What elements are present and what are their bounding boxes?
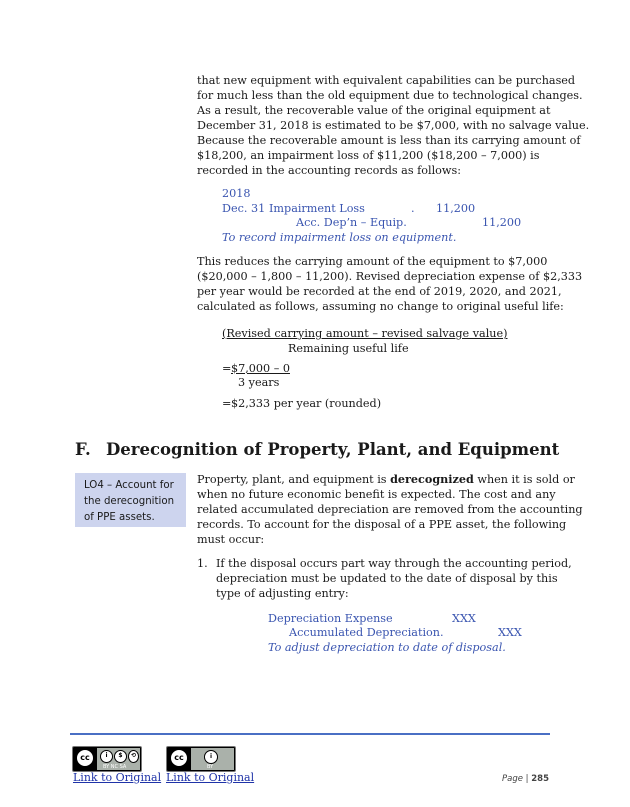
journal-debit-account: Impairment Loss	[269, 202, 365, 215]
formula-step-numerator: $7,000 – 0	[231, 362, 290, 375]
journal-credit-amount: 11,200	[482, 216, 522, 229]
section-title: Derecognition of Property, Plant, and Equipment	[106, 440, 560, 459]
list-number: 1.	[197, 557, 208, 570]
journal-memo: To adjust depreciation to date of disposal.	[268, 641, 506, 654]
text-line	[197, 472, 575, 487]
noncommercial-icon: $	[114, 750, 127, 763]
text-line: calculated as follows, assuming no change to original useful life:	[197, 300, 564, 313]
footer-divider	[70, 733, 550, 735]
text-line: As a result, the recoverable value of the original equipment at	[197, 104, 551, 117]
lo-line: the derecognition	[84, 496, 175, 507]
badge-label: BY NC SA	[103, 764, 127, 770]
text-line: $18,200, an impairment loss of $11,200 ($18,200 – 7,000) is	[197, 149, 540, 162]
journal-dot: .	[411, 202, 415, 215]
link-to-original-2[interactable]: Link to Original	[166, 771, 255, 784]
formula-step-denominator: 3 years	[238, 376, 280, 389]
text-line: when no future economic benefit is expected. The cost and any	[197, 488, 556, 501]
text-line: records. To account for the disposal of a PPE asset, the following	[197, 518, 567, 531]
sharealike-icon: ⟲	[128, 750, 139, 763]
text-line: ($20,000 – 1,800 – 11,200). Revised depreciation expense of $2,333	[197, 270, 583, 283]
journal-date: Dec. 31	[222, 202, 266, 215]
text-line: must occur:	[197, 533, 265, 546]
section-letter: F.	[75, 440, 91, 459]
formula-denominator: Remaining useful life	[288, 342, 409, 355]
text-line: If the disposal occurs part way through the accounting period,	[216, 557, 572, 570]
attribution-icon: i	[204, 750, 218, 764]
text-line: type of adjusting entry:	[216, 587, 349, 600]
journal-credit-amount: XXX	[498, 626, 522, 639]
cc-by-nc-sa-badge[interactable]	[72, 746, 142, 772]
text-run: when it is sold or	[473, 473, 575, 486]
text-line: per year would be recorded at the end of 2019, 2020, and 2021,	[197, 285, 562, 298]
text-line: Because the recoverable amount is less than its carrying amount of	[197, 134, 581, 147]
creative-commons-icon: cc	[76, 749, 94, 767]
journal-debit-account: Depreciation Expense	[268, 612, 393, 625]
cc-by-badge[interactable]	[166, 746, 236, 772]
journal-debit-amount: XXX	[452, 612, 476, 625]
creative-commons-icon: cc	[170, 749, 188, 767]
text-line: depreciation must be updated to the date of disposal by this	[216, 572, 558, 585]
page-number	[502, 774, 549, 784]
link-to-original-1[interactable]: Link to Original	[73, 771, 162, 784]
page-number-value: 285	[531, 774, 549, 784]
journal-credit-account: Acc. Dep’n – Equip.	[296, 216, 407, 229]
attribution-icon: i	[100, 750, 113, 763]
text-run: Property, plant, and equipment is	[197, 473, 391, 486]
formula-result: $2,333 per year (rounded)	[231, 397, 382, 410]
formula-equals: =	[222, 397, 232, 410]
badge-label: BY	[207, 764, 214, 770]
key-term: derecognized	[390, 472, 474, 486]
text-line: This reduces the carrying amount of the equipment to $7,000	[197, 255, 548, 268]
journal-year: 2018	[222, 187, 251, 200]
page-word: Page	[502, 774, 523, 784]
formula-equals: =	[222, 362, 232, 375]
journal-credit-account: Accumulated Depreciation.	[289, 626, 444, 639]
text-line: recorded in the accounting records as follows:	[197, 164, 461, 177]
learning-objective	[84, 478, 174, 526]
journal-memo: To record impairment loss on equipment.	[222, 231, 457, 244]
page-separator: |	[522, 774, 532, 784]
journal-debit-amount: 11,200	[436, 202, 476, 215]
formula-numerator: (Revised carrying amount – revised salvage value)	[222, 327, 508, 340]
text-line: December 31, 2018 is estimated to be $7,000, with no salvage value.	[197, 119, 590, 132]
lo-line: LO4 – Account for	[84, 480, 174, 491]
text-line: for much less than the old equipment due to technological changes.	[197, 89, 583, 102]
text-line: that new equipment with equivalent capabilities can be purchased	[197, 74, 576, 87]
text-line: related accumulated depreciation are removed from the accounting	[197, 503, 583, 516]
lo-line: of PPE assets.	[84, 512, 155, 523]
